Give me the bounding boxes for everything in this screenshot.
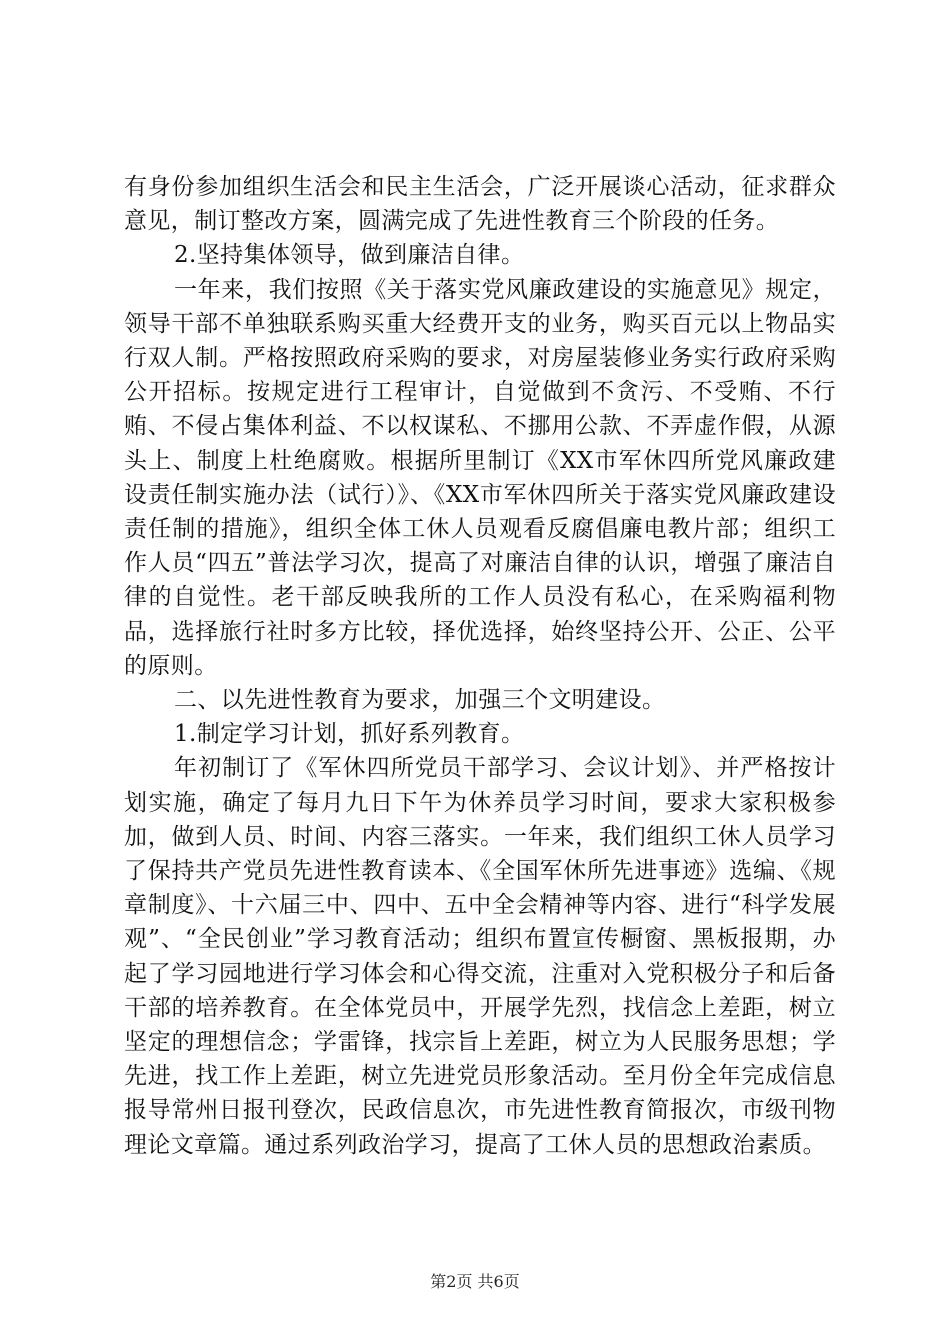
document-body xyxy=(124,170,836,1162)
paragraph-continuation: 有身份参加组织生活会和民主生活会，广泛开展谈心活动，征求群众意见，制订整改方案，圆满完成了先进性教育三个阶段的任务。 xyxy=(124,174,836,235)
paragraph-study-plan: 年初制订了《军休四所党员干部学习、会议计划》、并严格按计划实施，确定了每月九日下午为休养员学习时间，要求大家积极参加，做到人员、时间、内容三落实。一年来，我们组织工休人员学习了保持共产党员先进性教育读本、《全国军休所先进事迹》选编、《规章制度》、十六届三中、四中、五中全会精神等内容、进行“科学发展观”、“全民创业”学习教育活动；组织布置宣传橱窗、黑板报期，办起了学习园地进行学习体会和心得交流，注重对入党积极分子和后备干部的培养教育。在全体党员中，开展学先烈，找信念上差距，树立坚定的理想信念；学雷锋，找宗旨上差距，树立为人民服务思想；学先进，找工作上差距，树立先进党员形象活动。至月份全年完成信息报导常州日报刊登次，民政信息次，市先进性教育简报次，市级刊物理论文章篇。通过系列政治学习，提高了工休人员的思想政治素质。 xyxy=(124,755,836,1158)
section-heading-part-two: 二、以先进性教育为要求，加强三个文明建设。 xyxy=(174,687,666,714)
section-heading-2: 2.坚持集体领导，做到廉洁自律。 xyxy=(174,242,525,269)
page-footer: 第2页 共6页 xyxy=(430,1272,520,1291)
paragraph-integrity: 一年来，我们按照《关于落实党风廉政建设的实施意见》规定，领导干部不单独联系购买重大经费开支的业务，购买百元以上物品实行双人制。严格按照政府采购的要求，对房屋装修业务实行政府采购公开招标。按规定进行工程审计，自觉做到不贪污、不受贿、不行贿、不侵占集体利益、不以权谋私、不挪用公款、不弄虚作假，从源头上、制度上杜绝腐败。根据所里制订《XX市军休四所党风廉政建设责任制实施办法（试行）》、《XX市军休四所关于落实党风廉政建设责任制的措施》，组织全体工休人员观看反腐倡廉电教片部；组织工作人员“四五”普法学习次，提高了对廉洁自律的认识，增强了廉洁自律的自觉性。老干部反映我所的工作人员没有私心，在采购福利物品，选择旅行社时多方比较，择优选择，始终坚持公开、公正、公平的原则。 xyxy=(124,276,836,679)
section-heading-1: 1.制定学习计划，抓好系列教育。 xyxy=(174,721,525,748)
